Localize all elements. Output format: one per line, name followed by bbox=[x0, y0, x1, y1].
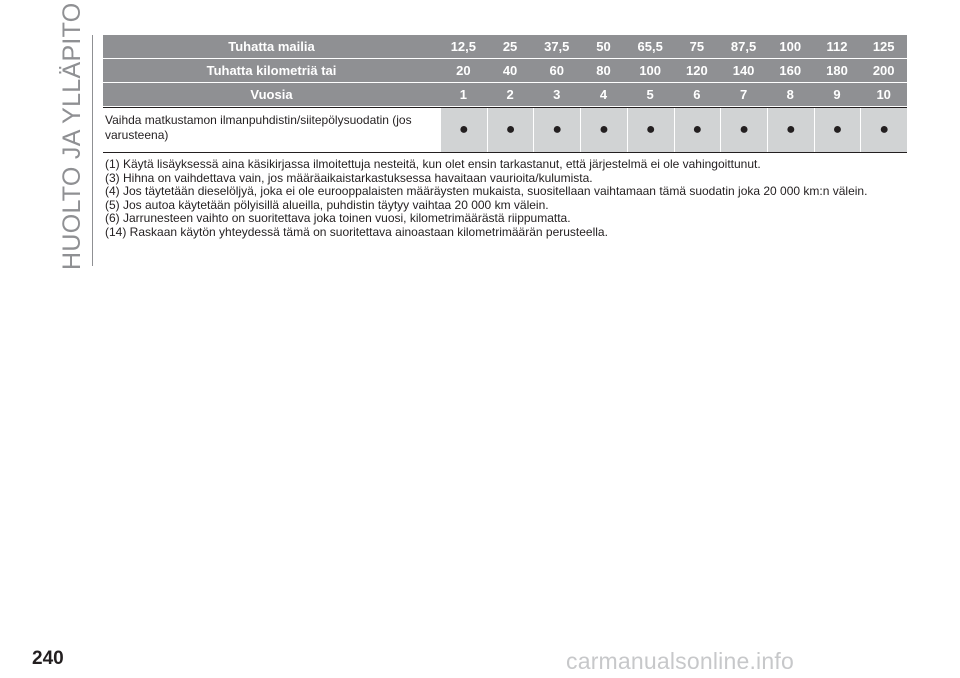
page-number: 240 bbox=[32, 648, 64, 669]
footnote: (1) Käytä lisäyksessä aina käsikirjassa ilmoitettuja nesteitä, kun olet ensin tarkastanut, että järjestelmä ei ole vahingoittunut. bbox=[105, 157, 761, 171]
service-dot-icon: ● bbox=[767, 108, 814, 152]
footnote: (5) Jos autoa käytetään pölyisillä alueilla, puhdistin täytyy vaihtaa 20 000 km välein. bbox=[105, 197, 549, 212]
footnotes bbox=[105, 158, 915, 239]
header-cell: 9 bbox=[833, 87, 841, 102]
section-divider bbox=[92, 35, 93, 266]
header-cell: 12,5 bbox=[450, 39, 476, 54]
header-cell: 1 bbox=[459, 87, 467, 102]
service-dot-icon: ● bbox=[627, 108, 674, 152]
header-label: Tuhatta mailia bbox=[228, 39, 315, 54]
service-dot-icon: ● bbox=[674, 108, 721, 152]
header-row-miles bbox=[103, 35, 907, 59]
header-cell: 100 bbox=[639, 63, 662, 78]
watermark: carmanualsonline.info bbox=[566, 648, 794, 674]
service-dot-icon: ● bbox=[533, 108, 580, 152]
header-cell: 4 bbox=[599, 87, 608, 102]
task-row bbox=[103, 107, 907, 153]
header-cell: 37,5 bbox=[544, 39, 570, 54]
service-dot-icon: ● bbox=[860, 108, 907, 152]
header-row-years bbox=[103, 83, 907, 107]
footnote: (3) Hihna on vaihdettava vain, jos määräaikaistarkastuksessa havaitaan vaurioita/kulumista. bbox=[105, 170, 593, 185]
service-dot-icon: ● bbox=[814, 108, 861, 152]
service-dot-icon: ● bbox=[720, 108, 767, 152]
header-cell: 10 bbox=[876, 87, 891, 102]
header-cell: 60 bbox=[549, 63, 564, 78]
header-cell: 65,5 bbox=[637, 39, 663, 54]
service-dot-icon: ● bbox=[487, 108, 534, 152]
header-cell: 140 bbox=[732, 63, 755, 78]
service-dot-icon: ● bbox=[440, 108, 487, 152]
header-cell: 100 bbox=[779, 39, 802, 54]
task-label-line: varusteena) bbox=[105, 128, 169, 142]
header-cell: 120 bbox=[686, 63, 708, 78]
header-cell: 75 bbox=[689, 39, 705, 54]
header-cell: 7 bbox=[739, 87, 748, 102]
header-cell: 6 bbox=[693, 87, 701, 102]
header-cell: 80 bbox=[596, 63, 611, 78]
service-dot-icon: ● bbox=[580, 108, 627, 152]
section-title-vertical: HUOLTO JA YLLÄPITO bbox=[58, 2, 86, 270]
footnote: (6) Jarrunesteen vaihto on suoritettava joka toinen vuosi, kilometrimäärästä riippumatta. bbox=[105, 211, 571, 225]
header-cell: 87,5 bbox=[730, 39, 757, 54]
footnote: (4) Jos täytetään dieselöljyä, joka ei ole eurooppalaisten määräysten mukaista, suositellaan vaihtamaan tämä suodatin joka 20 000 km:n välein. bbox=[105, 184, 868, 198]
task-label-line: Vaihda matkustamon ilmanpuhdistin/siitepölysuodatin (jos bbox=[105, 113, 412, 127]
header-cell: 5 bbox=[646, 87, 654, 102]
header-cell: 8 bbox=[786, 87, 794, 102]
maintenance-table bbox=[103, 35, 907, 153]
task-label bbox=[103, 108, 440, 152]
header-cell: 160 bbox=[779, 63, 802, 78]
header-cell: 40 bbox=[502, 63, 518, 78]
header-cell: 112 bbox=[826, 39, 848, 54]
header-cell: 25 bbox=[502, 39, 518, 54]
header-cell: 125 bbox=[872, 39, 895, 54]
header-cell: 50 bbox=[596, 39, 611, 54]
header-cell: 2 bbox=[506, 87, 514, 102]
header-cell: 200 bbox=[872, 63, 895, 78]
header-row-kilometers bbox=[103, 59, 907, 83]
header-label: Tuhatta kilometriä tai bbox=[206, 63, 337, 78]
footnote: (14) Raskaan käytön yhteydessä tämä on suoritettava ainoastaan kilometrimäärän perusteella. bbox=[105, 224, 608, 239]
header-cell: 3 bbox=[553, 87, 561, 102]
header-cell: 20 bbox=[456, 63, 471, 78]
header-label: Vuosia bbox=[250, 87, 293, 102]
header-cell: 180 bbox=[826, 63, 848, 78]
